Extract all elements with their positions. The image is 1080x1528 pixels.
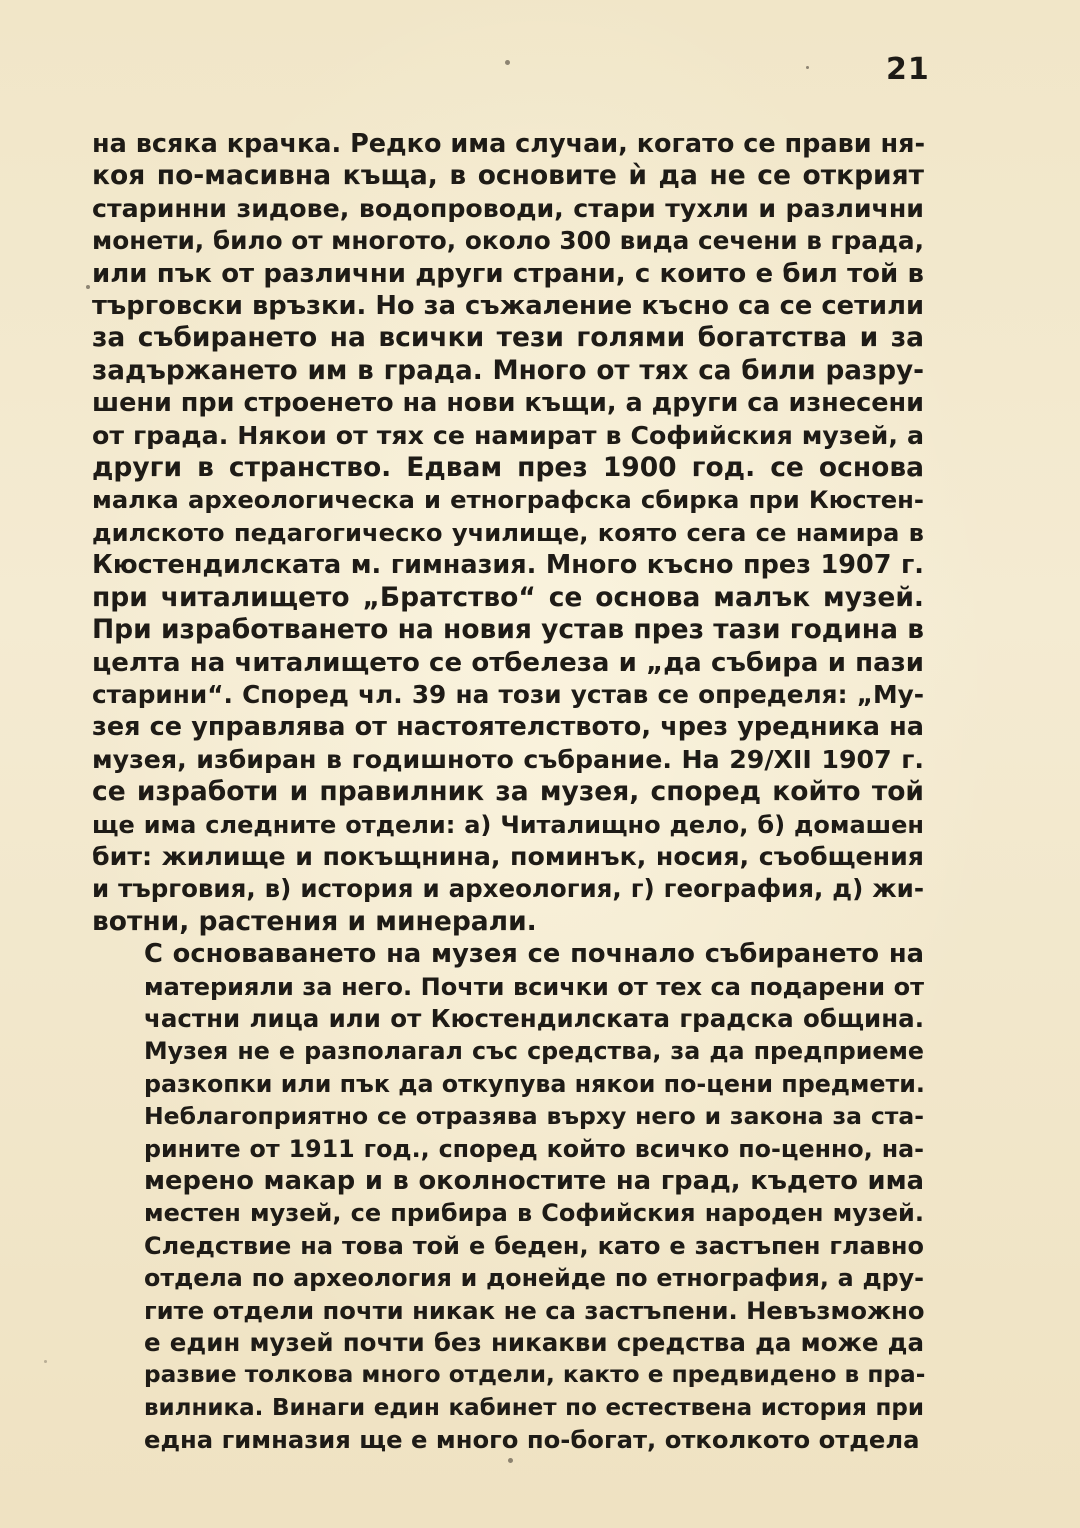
text-line: частни лица или от Кюстендилската градска община. — [144, 1003, 924, 1033]
text-line: и търговия, в) история и археология, г) география, д) жи- — [92, 874, 924, 904]
text-line: Музея не е разполагал със средства, за да предприеме — [144, 1037, 924, 1066]
text-line: целта на читалището се отбелеза и „да събира и пази — [92, 647, 924, 678]
text-line: при читалището „Братство“ се основа малък музей. — [92, 581, 924, 613]
print-speck — [86, 285, 90, 289]
text-line: музея, избиран в годишното събрание. На 29/XII 1907 г. — [92, 744, 924, 774]
print-speck — [505, 60, 510, 65]
text-line: ще има следните отдели: а) Читалищно дело, б) домашен — [92, 810, 924, 839]
text-line: местен музей, се прибира в Софийския народен музей. — [144, 1199, 924, 1228]
body-text — [92, 128, 924, 1457]
text-line: старини“. Според чл. 39 на този устав се определя: „Му- — [92, 679, 924, 709]
text-line: вотни, растения и минерали. — [92, 905, 537, 937]
text-line: старинни зидове, водопроводи, стари тухли и различни — [92, 193, 924, 223]
text-line: Неблагоприятно се отразява върху него и закона за ста- — [144, 1102, 924, 1131]
text-line: задържането им в града. Много от тях са били разру- — [92, 355, 924, 386]
text-line: С основаването на музея се почнало събирането на — [144, 939, 924, 970]
text-line: от града. Някои от тях се намират в Софийския музей, а — [92, 420, 924, 450]
text-line: за събирането на всички тези голями богатства и за — [92, 322, 924, 354]
text-line: монети, било от многото, около 300 вида сечени в града, — [92, 226, 924, 256]
text-line: мерено макар и в околностите на град, където има — [144, 1166, 924, 1196]
print-speck — [44, 1360, 47, 1363]
text-line: други в странство. Едвам през 1900 год. се основа — [92, 452, 924, 484]
text-line: рините от 1911 год., според който всичко по-ценно, на- — [144, 1134, 924, 1163]
text-line: на всяка крачка. Редко има случаи, когато се прави ня- — [92, 129, 926, 159]
text-line: търговски връзки. Но за съжаление късно са се сетили — [92, 291, 924, 322]
paragraph-2 — [92, 938, 924, 1457]
text-line: вилника. Винаги един кабинет по естествена история при — [144, 1394, 924, 1421]
text-line: една гимназия ще е много по-богат, отколкото отдела — [144, 1425, 920, 1455]
text-line: зея се управлява от настоятелството, чрез уредника на — [92, 712, 924, 743]
text-line: отдела по археология и донейде по етнография, а дру- — [144, 1264, 924, 1293]
text-line: или пък от различни други страни, с които е бил той в — [92, 258, 924, 289]
text-line: е един музей почти без никакви средства да може да — [144, 1328, 924, 1358]
text-line: малка археологическа и етнографска сбирка при Кюстен- — [92, 485, 924, 515]
print-speck — [508, 1458, 513, 1463]
text-line: дилското педагогическо училище, която сега се намира в — [92, 517, 924, 547]
text-line: се изработи и правилник за музея, според който той — [92, 776, 924, 808]
text-line: При изработването на новия устав през тази година в — [92, 614, 924, 646]
page-number: 21 — [886, 52, 930, 87]
text-line: коя по-масивна къща, в основите ѝ да не се открият — [92, 160, 924, 192]
text-line: шени при строенето на нови къщи, а други са изнесени — [92, 388, 924, 419]
paragraph-1 — [92, 128, 924, 938]
text-line: бит: жилище и покъщнина, поминък, носия, съобщения — [92, 841, 924, 871]
text-line: Следствие на това той е беден, като е застъпен главно — [144, 1231, 924, 1260]
print-speck — [806, 66, 809, 69]
text-line: развие толкова много отдели, както е предвидено в пра- — [144, 1361, 926, 1389]
text-line: Кюстендилската м. гимназия. Много късно през 1907 г. — [92, 550, 924, 581]
text-line: материяли за него. Почти всички от тех са подарени от — [144, 972, 924, 1001]
text-line: разкопки или пък да откупува някои по-цени предмети. — [144, 1069, 925, 1098]
text-line: гите отдели почти никак не са застъпени. Невъзможно — [144, 1295, 925, 1325]
